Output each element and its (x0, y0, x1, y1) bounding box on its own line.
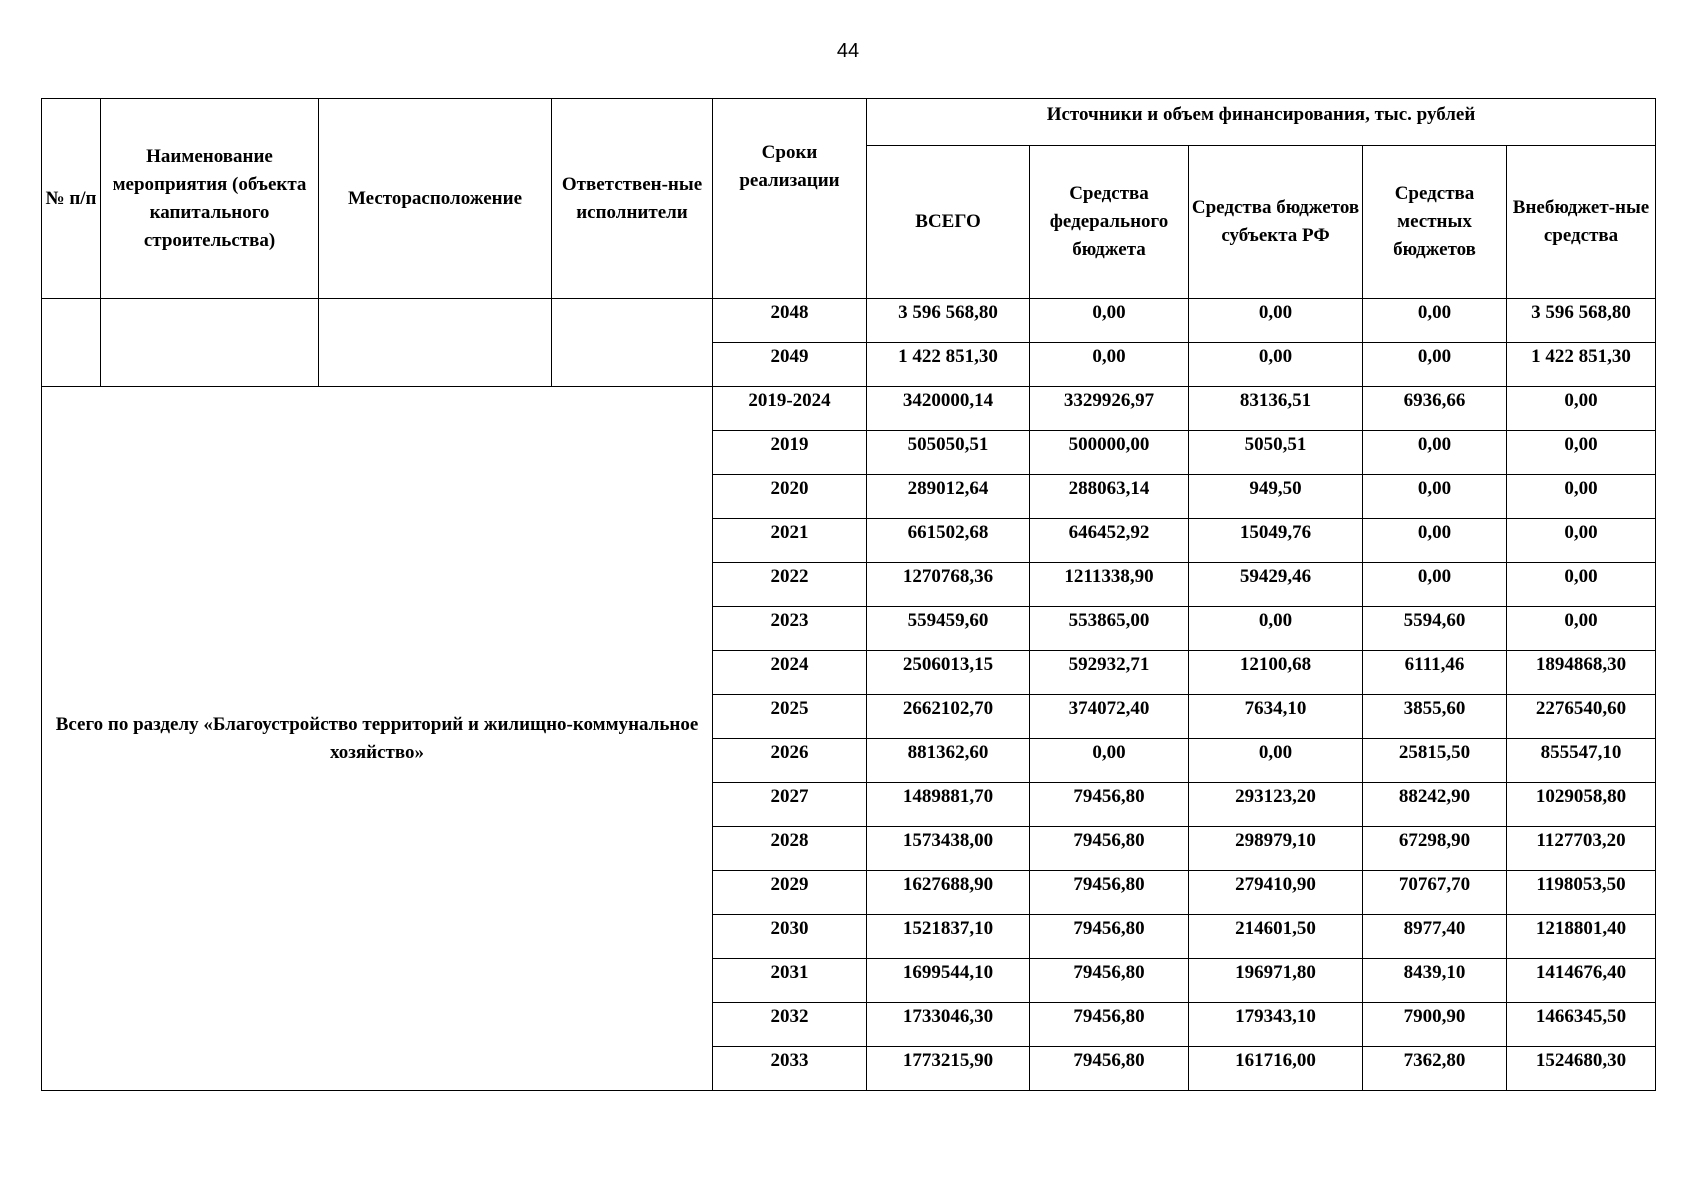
empty-cell-executors (552, 299, 713, 387)
page-number: 44 (836, 40, 860, 62)
cell-extra: 0,00 (1507, 475, 1656, 519)
cell-federal: 79456,80 (1030, 1003, 1189, 1047)
cell-local: 8439,10 (1363, 959, 1507, 1003)
cell-federal: 0,00 (1030, 299, 1189, 343)
cell-extra: 0,00 (1507, 563, 1656, 607)
cell-regional: 0,00 (1189, 607, 1363, 651)
cell-total: 289012,64 (867, 475, 1030, 519)
cell-federal: 79456,80 (1030, 915, 1189, 959)
header-total: ВСЕГО (867, 146, 1030, 299)
cell-regional: 179343,10 (1189, 1003, 1363, 1047)
cell-regional: 949,50 (1189, 475, 1363, 519)
header-executors: Ответствен-ные исполнители (552, 99, 713, 299)
cell-year: 2023 (713, 607, 867, 651)
cell-year: 2020 (713, 475, 867, 519)
cell-extra: 0,00 (1507, 387, 1656, 431)
cell-total: 1733046,30 (867, 1003, 1030, 1047)
cell-local: 0,00 (1363, 343, 1507, 387)
cell-year: 2019 (713, 431, 867, 475)
cell-extra: 1414676,40 (1507, 959, 1656, 1003)
cell-extra: 0,00 (1507, 519, 1656, 563)
cell-total: 1270768,36 (867, 563, 1030, 607)
cell-year: 2049 (713, 343, 867, 387)
cell-total: 505050,51 (867, 431, 1030, 475)
cell-regional: 161716,00 (1189, 1047, 1363, 1091)
cell-regional: 15049,76 (1189, 519, 1363, 563)
cell-year: 2028 (713, 827, 867, 871)
header-num: № п/п (42, 99, 101, 299)
cell-regional: 12100,68 (1189, 651, 1363, 695)
cell-local: 7362,80 (1363, 1047, 1507, 1091)
cell-total: 1773215,90 (867, 1047, 1030, 1091)
cell-extra: 1 422 851,30 (1507, 343, 1656, 387)
cell-regional: 293123,20 (1189, 783, 1363, 827)
cell-extra: 0,00 (1507, 431, 1656, 475)
cell-local: 0,00 (1363, 299, 1507, 343)
cell-year: 2025 (713, 695, 867, 739)
cell-extra: 1524680,30 (1507, 1047, 1656, 1091)
cell-total: 1627688,90 (867, 871, 1030, 915)
cell-federal: 646452,92 (1030, 519, 1189, 563)
cell-federal: 374072,40 (1030, 695, 1189, 739)
cell-local: 0,00 (1363, 519, 1507, 563)
cell-year: 2033 (713, 1047, 867, 1091)
header-local: Средства местных бюджетов (1363, 146, 1507, 299)
cell-local: 7900,90 (1363, 1003, 1507, 1047)
cell-federal: 3329926,97 (1030, 387, 1189, 431)
cell-federal: 79456,80 (1030, 871, 1189, 915)
cell-local: 3855,60 (1363, 695, 1507, 739)
cell-federal: 0,00 (1030, 739, 1189, 783)
cell-total: 2506013,15 (867, 651, 1030, 695)
cell-regional: 5050,51 (1189, 431, 1363, 475)
header-sources: Источники и объем финансирования, тыс. рублей (867, 99, 1656, 146)
section-total-label: Всего по разделу «Благоустройство территорий и жилищно-коммунальное хозяйство» (42, 387, 713, 1091)
cell-extra: 855547,10 (1507, 739, 1656, 783)
cell-extra: 2276540,60 (1507, 695, 1656, 739)
cell-regional: 196971,80 (1189, 959, 1363, 1003)
cell-federal: 500000,00 (1030, 431, 1189, 475)
cell-regional: 83136,51 (1189, 387, 1363, 431)
table-row (42, 387, 1656, 431)
cell-federal: 79456,80 (1030, 783, 1189, 827)
header-name: Наименование мероприятия (объекта капитального строительства) (101, 99, 319, 299)
financing-table (41, 98, 1656, 1091)
cell-regional: 298979,10 (1189, 827, 1363, 871)
cell-regional: 214601,50 (1189, 915, 1363, 959)
cell-year: 2031 (713, 959, 867, 1003)
cell-federal: 79456,80 (1030, 959, 1189, 1003)
cell-regional: 0,00 (1189, 343, 1363, 387)
header-regional: Средства бюджетов субъекта РФ (1189, 146, 1363, 299)
cell-local: 5594,60 (1363, 607, 1507, 651)
cell-federal: 0,00 (1030, 343, 1189, 387)
cell-year: 2024 (713, 651, 867, 695)
empty-cell-name (101, 299, 319, 387)
cell-total: 661502,68 (867, 519, 1030, 563)
cell-year: 2032 (713, 1003, 867, 1047)
cell-local: 70767,70 (1363, 871, 1507, 915)
cell-regional: 279410,90 (1189, 871, 1363, 915)
cell-local: 6111,46 (1363, 651, 1507, 695)
cell-federal: 79456,80 (1030, 827, 1189, 871)
cell-local: 0,00 (1363, 431, 1507, 475)
cell-year: 2019-2024 (713, 387, 867, 431)
cell-local: 0,00 (1363, 475, 1507, 519)
cell-extra: 1029058,80 (1507, 783, 1656, 827)
cell-federal: 79456,80 (1030, 1047, 1189, 1091)
cell-local: 88242,90 (1363, 783, 1507, 827)
cell-total: 3 596 568,80 (867, 299, 1030, 343)
cell-extra: 1466345,50 (1507, 1003, 1656, 1047)
cell-extra: 1894868,30 (1507, 651, 1656, 695)
cell-local: 0,00 (1363, 563, 1507, 607)
cell-total: 559459,60 (867, 607, 1030, 651)
table-row (42, 299, 1656, 343)
empty-cell-location (319, 299, 552, 387)
cell-extra: 1198053,50 (1507, 871, 1656, 915)
cell-extra: 1218801,40 (1507, 915, 1656, 959)
cell-year: 2029 (713, 871, 867, 915)
header-location: Месторасположение (319, 99, 552, 299)
cell-regional: 0,00 (1189, 739, 1363, 783)
cell-total: 2662102,70 (867, 695, 1030, 739)
cell-total: 1 422 851,30 (867, 343, 1030, 387)
cell-year: 2021 (713, 519, 867, 563)
empty-cell-num (42, 299, 101, 387)
cell-total: 1573438,00 (867, 827, 1030, 871)
cell-total: 881362,60 (867, 739, 1030, 783)
header-extrabudget: Внебюджет-ные средства (1507, 146, 1656, 299)
cell-federal: 1211338,90 (1030, 563, 1189, 607)
cell-local: 6936,66 (1363, 387, 1507, 431)
cell-federal: 553865,00 (1030, 607, 1189, 651)
cell-extra: 3 596 568,80 (1507, 299, 1656, 343)
cell-total: 1699544,10 (867, 959, 1030, 1003)
cell-federal: 288063,14 (1030, 475, 1189, 519)
cell-year: 2022 (713, 563, 867, 607)
cell-local: 8977,40 (1363, 915, 1507, 959)
cell-extra: 0,00 (1507, 607, 1656, 651)
cell-regional: 59429,46 (1189, 563, 1363, 607)
cell-local: 25815,50 (1363, 739, 1507, 783)
cell-total: 1521837,10 (867, 915, 1030, 959)
cell-local: 67298,90 (1363, 827, 1507, 871)
cell-total: 3420000,14 (867, 387, 1030, 431)
cell-extra: 1127703,20 (1507, 827, 1656, 871)
header-period: Сроки реализации (713, 99, 867, 299)
cell-year: 2030 (713, 915, 867, 959)
header-federal: Средства федерального бюджета (1030, 146, 1189, 299)
cell-year: 2048 (713, 299, 867, 343)
cell-year: 2027 (713, 783, 867, 827)
cell-total: 1489881,70 (867, 783, 1030, 827)
cell-year: 2026 (713, 739, 867, 783)
cell-regional: 7634,10 (1189, 695, 1363, 739)
cell-federal: 592932,71 (1030, 651, 1189, 695)
cell-regional: 0,00 (1189, 299, 1363, 343)
